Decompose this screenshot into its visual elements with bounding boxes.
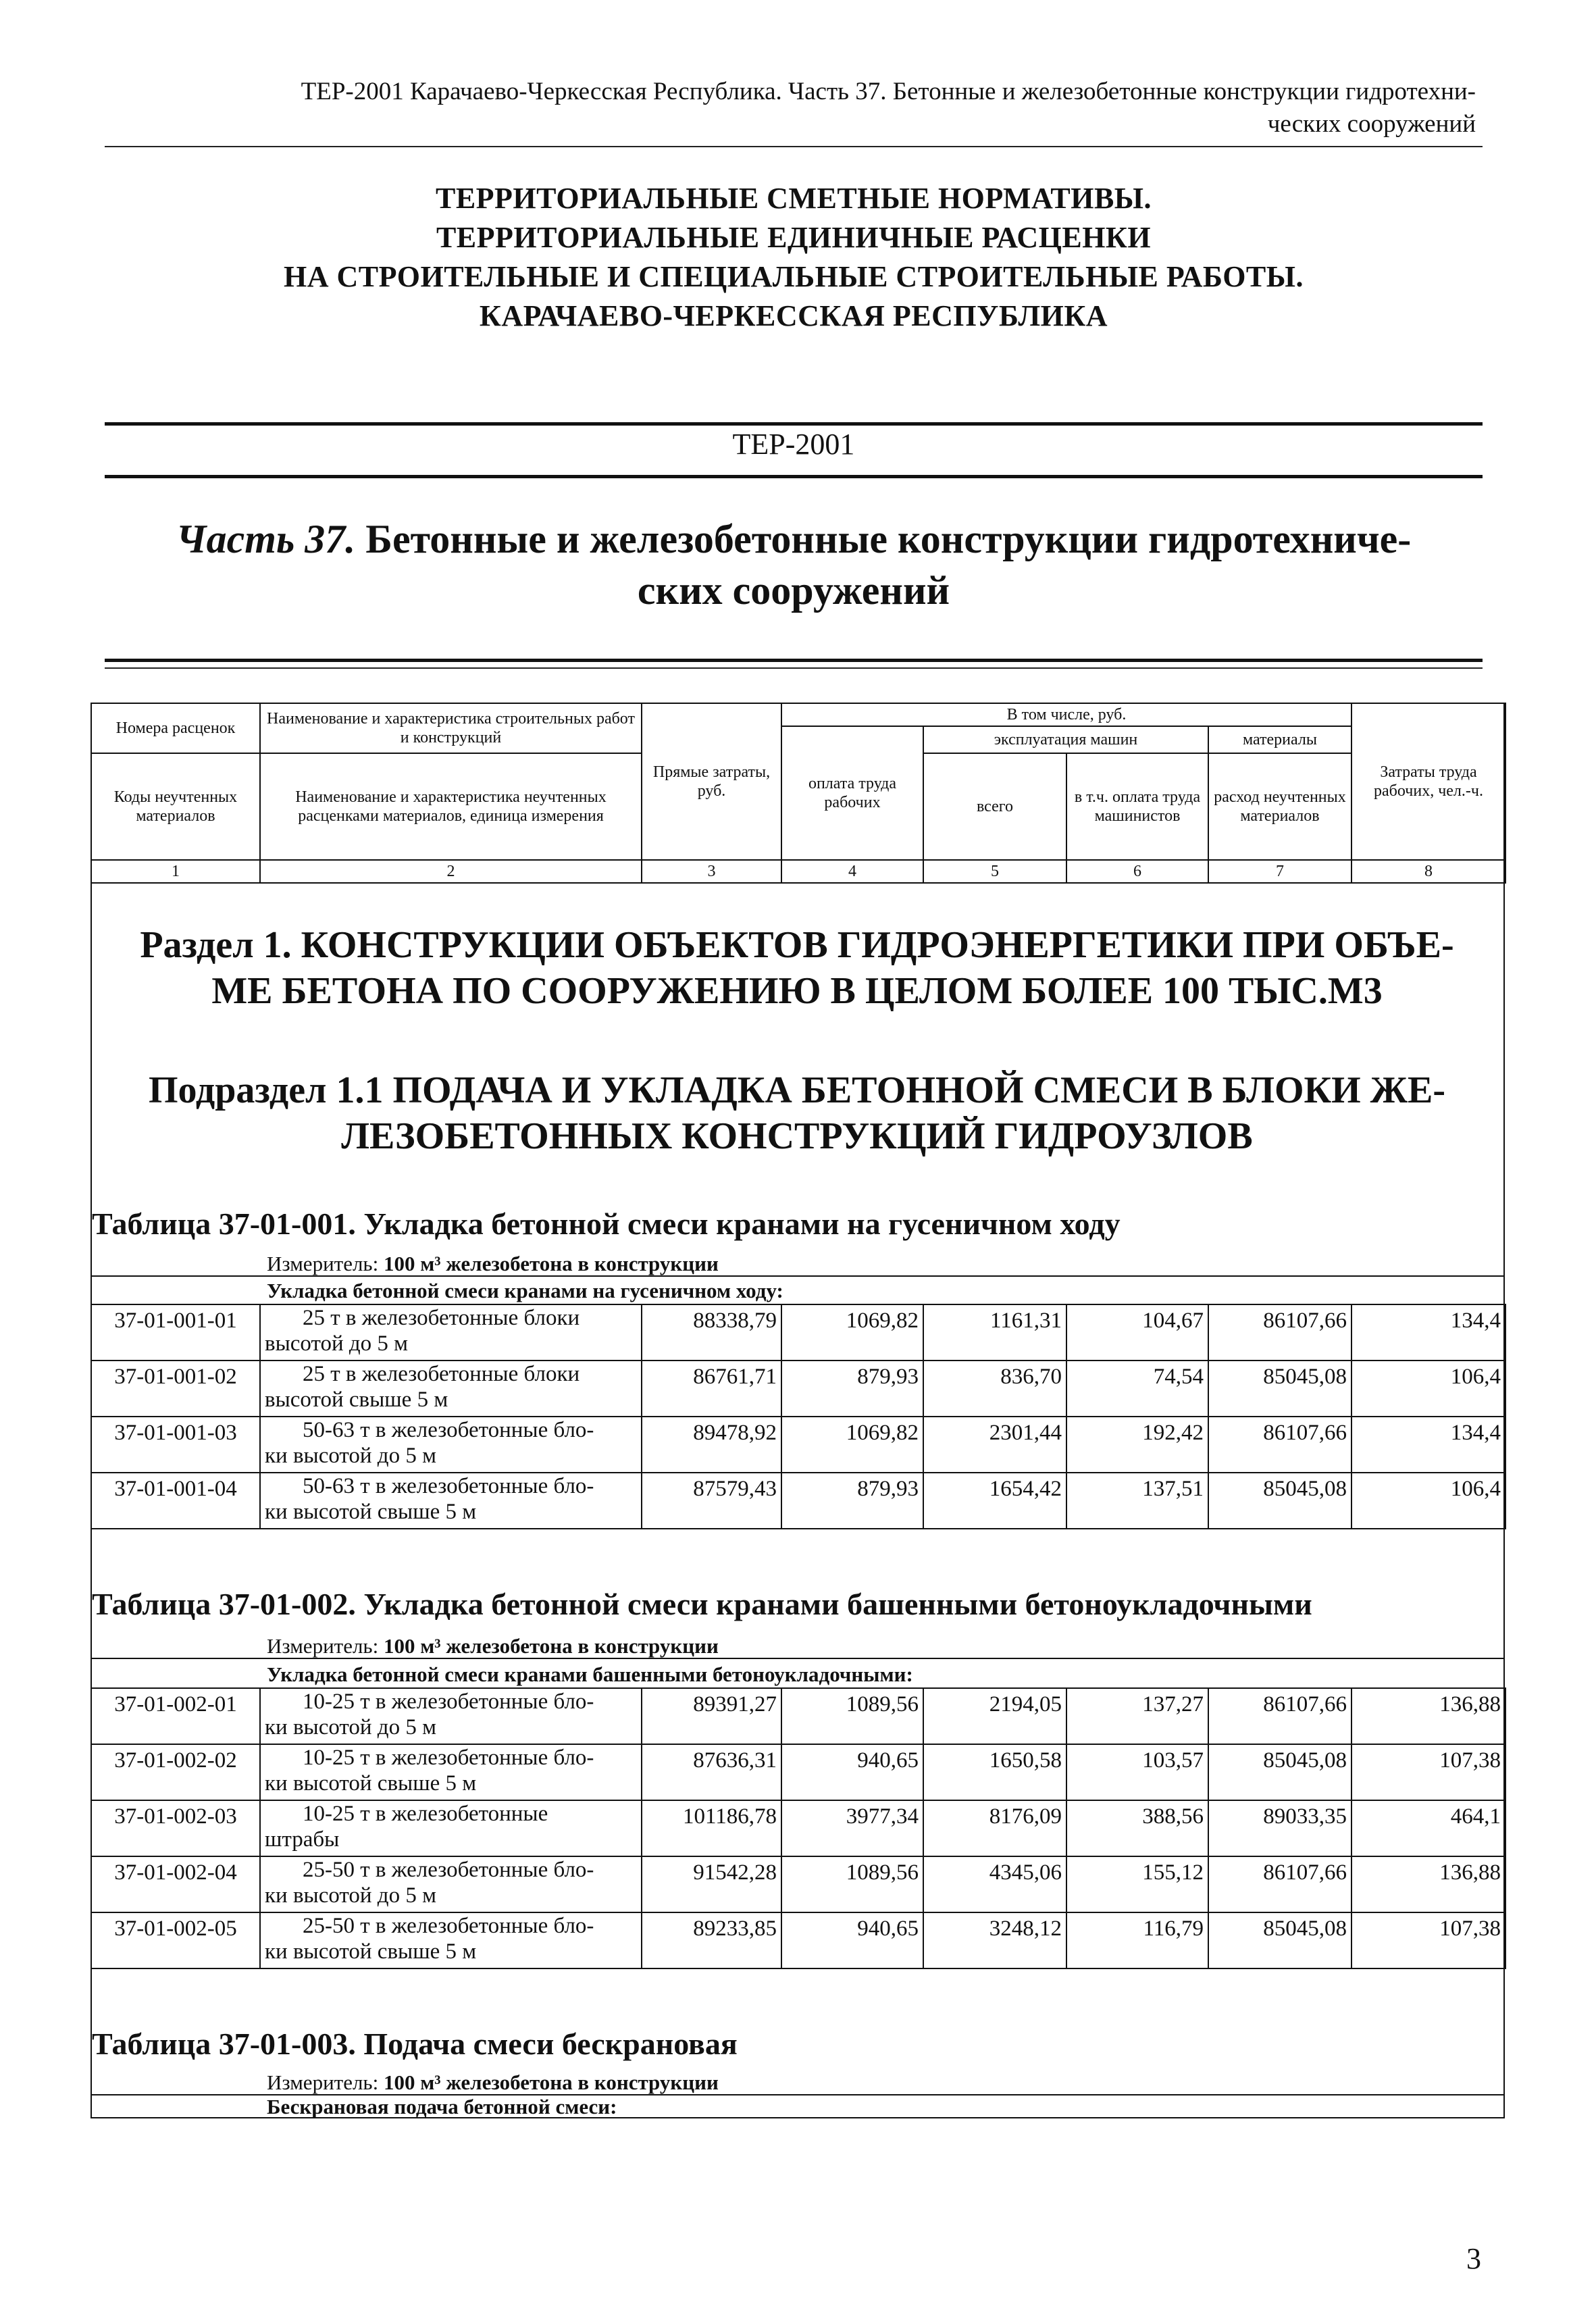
header-rule (105, 146, 1483, 147)
rate-description-line2: ки высотой свыше 5 м (265, 1939, 477, 1964)
table-title: Таблица 37-01-001. Укладка бетонной смеси кранами на гусеничном ходу (92, 1206, 1121, 1241)
rate-description (260, 1688, 642, 1744)
rate-description-line1: 25-50 т в железобетонные бло- (303, 1914, 594, 1938)
rate-code: 37-01-001-04 (91, 1473, 260, 1529)
rate-description (260, 1856, 642, 1912)
labor-hours-value: 107,38 (1352, 1912, 1505, 1968)
materials-value: 85045,08 (1208, 1361, 1352, 1417)
subsection-title-line1: Подраздел 1.1 ПОДАЧА И УКЛАДКА БЕТОННОЙ СМЕСИ В БЛОКИ ЖЕ- (148, 1069, 1446, 1111)
table-row (91, 1856, 1505, 1912)
group-label: Бескрановая подача бетонной смеси: (267, 2095, 617, 2118)
rate-description-line2: штрабы (265, 1827, 340, 1852)
machines-total-value: 1161,31 (923, 1304, 1066, 1361)
machinist-pay-value: 74,54 (1066, 1361, 1208, 1417)
main-title-line2: ТЕРРИТОРИАЛЬНЫЕ ЕДИНИЧНЫЕ РАСЦЕНКИ (436, 221, 1152, 254)
direct-costs-value: 89233,85 (642, 1912, 781, 1968)
code-rule-top (105, 422, 1483, 426)
header-labor-pay: оплата труда рабочих (781, 726, 923, 860)
rate-code: 37-01-002-03 (91, 1800, 260, 1856)
labor-hours-value: 107,38 (1352, 1744, 1505, 1800)
materials-value: 85045,08 (1208, 1912, 1352, 1968)
machinist-pay-value: 116,79 (1066, 1912, 1208, 1968)
rate-description-line2: ки высотой до 5 м (265, 1444, 436, 1468)
machines-total-value: 8176,09 (923, 1800, 1066, 1856)
machines-total-value: 3248,12 (923, 1912, 1066, 1968)
labor-pay-value: 1089,56 (781, 1856, 923, 1912)
rate-description-line1: 10-25 т в железобетонные бло- (303, 1746, 594, 1770)
main-title-line4: КАРАЧАЕВО-ЧЕРКЕССКАЯ РЕСПУБЛИКА (479, 299, 1108, 332)
machinist-pay-value: 137,51 (1066, 1473, 1208, 1529)
materials-value: 89033,35 (1208, 1800, 1352, 1856)
labor-hours-value: 136,88 (1352, 1688, 1505, 1744)
section-title-line1: Раздел 1. КОНСТРУКЦИИ ОБЪЕКТОВ ГИДРОЭНЕРГЕТИКИ ПРИ ОБЪЕ- (140, 924, 1454, 966)
rate-description-line1: 25 т в железобетонные блоки (303, 1306, 580, 1330)
table-row (91, 1304, 1505, 1361)
rates-table-37-01-002 (91, 1687, 1506, 1969)
rate-code: 37-01-001-02 (91, 1361, 260, 1417)
column-number: 1 (91, 860, 260, 883)
machines-total-value: 2194,05 (923, 1688, 1066, 1744)
rate-description-line2: ки высотой свыше 5 м (265, 1771, 477, 1796)
rate-description-line1: 50-63 т в железобетонные бло- (303, 1474, 594, 1498)
table-rule (91, 1658, 1505, 1659)
materials-value: 85045,08 (1208, 1744, 1352, 1800)
materials-value: 86107,66 (1208, 1856, 1352, 1912)
part-title (115, 513, 1472, 616)
part-title-line1: Бетонные и железобетонные конструкции гидротехниче- (365, 517, 1412, 561)
materials-value: 86107,66 (1208, 1304, 1352, 1361)
main-title-line1: ТЕРРИТОРИАЛЬНЫЕ СМЕТНЫЕ НОРМАТИВЫ. (435, 182, 1152, 215)
labor-hours-value: 134,4 (1352, 1304, 1505, 1361)
measure-line (267, 1251, 719, 1277)
column-number: 2 (260, 860, 642, 883)
rate-description-line1: 50-63 т в железобетонные бло- (303, 1418, 594, 1442)
direct-costs-value: 87636,31 (642, 1744, 781, 1800)
labor-hours-value: 464,1 (1352, 1800, 1505, 1856)
table-header (91, 703, 1506, 884)
labor-pay-value: 940,65 (781, 1744, 923, 1800)
group-label: Укладка бетонной смеси кранами на гусеничном ходу: (267, 1279, 783, 1302)
rate-description-line1: 10-25 т в железобетонные (303, 1802, 548, 1826)
rate-description (260, 1800, 642, 1856)
measure-line (267, 2070, 719, 2095)
rate-description-line2: ки высотой свыше 5 м (265, 1500, 477, 1524)
machinist-pay-value: 388,56 (1066, 1800, 1208, 1856)
table-row (91, 1361, 1505, 1417)
measure-value: 100 м³ железобетона в конструкции (383, 2070, 719, 2094)
machinist-pay-value: 192,42 (1066, 1417, 1208, 1473)
direct-costs-value: 91542,28 (642, 1856, 781, 1912)
column-number: 3 (642, 860, 781, 883)
labor-pay-value: 879,93 (781, 1361, 923, 1417)
labor-pay-value: 1089,56 (781, 1688, 923, 1744)
part-rule-1 (105, 659, 1483, 662)
labor-hours-value: 134,4 (1352, 1417, 1505, 1473)
rate-code: 37-01-002-01 (91, 1688, 260, 1744)
measure-line (267, 1633, 719, 1659)
running-header (132, 76, 1476, 141)
rate-description (260, 1361, 642, 1417)
rate-code: 37-01-002-05 (91, 1912, 260, 1968)
direct-costs-value: 87579,43 (642, 1473, 781, 1529)
machinist-pay-value: 103,57 (1066, 1744, 1208, 1800)
table-row (91, 1417, 1505, 1473)
header-materials: материалы (1208, 726, 1352, 753)
column-number: 7 (1208, 860, 1352, 883)
header-machines-incl: в т.ч. оплата труда машинистов (1066, 753, 1208, 860)
page-number: 3 (1466, 2242, 1481, 2275)
rate-description-line2: ки высотой до 5 м (265, 1883, 436, 1908)
measure-prefix: Измеритель: (267, 1634, 379, 1658)
table-rule (91, 1275, 1505, 1277)
column-numbers (91, 860, 1505, 883)
labor-pay-value: 879,93 (781, 1473, 923, 1529)
labor-pay-value: 940,65 (781, 1912, 923, 1968)
measure-value: 100 м³ железобетона в конструкции (383, 1252, 719, 1275)
machinist-pay-value: 137,27 (1066, 1688, 1208, 1744)
subsection-title (101, 1067, 1493, 1159)
column-number: 5 (923, 860, 1066, 883)
labor-hours-value: 136,88 (1352, 1856, 1505, 1912)
table-row (91, 1473, 1505, 1529)
rate-description-line1: 25-50 т в железобетонные бло- (303, 1858, 594, 1882)
rates-table-37-01-001 (91, 1304, 1506, 1529)
machinist-pay-value: 104,67 (1066, 1304, 1208, 1361)
rate-description-line2: ки высотой до 5 м (265, 1715, 436, 1739)
header-materials-sub: расход неучтенных материалов (1208, 753, 1352, 860)
direct-costs-value: 89391,27 (642, 1688, 781, 1744)
machinist-pay-value: 155,12 (1066, 1856, 1208, 1912)
header-col2-top: Наименование и характеристика строительных работ и конструкций (260, 703, 642, 753)
table-row (91, 1912, 1505, 1968)
main-title (105, 179, 1483, 336)
header-labor: Затраты труда рабочих, чел.-ч. (1352, 703, 1505, 860)
column-number: 4 (781, 860, 923, 883)
labor-hours-value: 106,4 (1352, 1473, 1505, 1529)
section-title-line2: МЕ БЕТОНА ПО СООРУЖЕНИЮ В ЦЕЛОМ БОЛЕЕ 100 ТЫС.М3 (211, 970, 1383, 1012)
materials-value: 86107,66 (1208, 1688, 1352, 1744)
direct-costs-value: 89478,92 (642, 1417, 781, 1473)
rate-description (260, 1304, 642, 1361)
rate-description-line1: 10-25 т в железобетонные бло- (303, 1689, 594, 1714)
header-col1-top: Номера расценок (91, 703, 260, 753)
rate-description-line2: высотой свыше 5 м (265, 1388, 448, 1412)
rate-description-line2: высотой до 5 м (265, 1331, 409, 1356)
measure-value: 100 м³ железобетона в конструкции (383, 1634, 719, 1658)
rate-code: 37-01-001-01 (91, 1304, 260, 1361)
measure-prefix: Измеритель: (267, 1252, 379, 1275)
running-header-line1: ТЕР-2001 Карачаево-Черкесская Республика. Часть 37. Бетонные и железобетонные конструкции гидротехни- (301, 78, 1476, 105)
rate-description (260, 1417, 642, 1473)
main-title-line3: НА СТРОИТЕЛЬНЫЕ И СПЕЦИАЛЬНЫЕ СТРОИТЕЛЬНЫЕ РАБОТЫ. (284, 260, 1304, 293)
part-label: Часть 37. (176, 517, 356, 561)
table-title: Таблица 37-01-002. Укладка бетонной смеси кранами башенными бетоноукладочными (92, 1587, 1312, 1621)
header-col1-bottom: Коды неучтенных материалов (91, 753, 260, 860)
rate-code: 37-01-002-02 (91, 1744, 260, 1800)
table-row (91, 1688, 1505, 1744)
subsection-title-line2: ЛЕЗОБЕТОННЫХ КОНСТРУКЦИЙ ГИДРОУЗЛОВ (341, 1115, 1253, 1157)
labor-pay-value: 3977,34 (781, 1800, 923, 1856)
direct-costs-value: 101186,78 (642, 1800, 781, 1856)
direct-costs-value: 86761,71 (642, 1361, 781, 1417)
machines-total-value: 836,70 (923, 1361, 1066, 1417)
group-label: Укладка бетонной смеси кранами башенными бетоноукладочными: (267, 1662, 913, 1686)
labor-hours-value: 106,4 (1352, 1361, 1505, 1417)
rate-description (260, 1744, 642, 1800)
rate-code: 37-01-002-04 (91, 1856, 260, 1912)
measure-prefix: Измеритель: (267, 2070, 379, 2094)
table-row (91, 1800, 1505, 1856)
labor-pay-value: 1069,82 (781, 1417, 923, 1473)
machines-total-value: 1654,42 (923, 1473, 1066, 1529)
header-including: В том числе, руб. (781, 703, 1352, 726)
ter-code: ТЕР-2001 (732, 428, 855, 461)
header-machines-total: всего (923, 753, 1066, 860)
machines-total-value: 4345,06 (923, 1856, 1066, 1912)
header-machines: эксплуатация машин (923, 726, 1208, 753)
direct-costs-value: 88338,79 (642, 1304, 781, 1361)
column-number: 8 (1352, 860, 1505, 883)
rate-description-line1: 25 т в железобетонные блоки (303, 1362, 580, 1386)
part-rule-2 (105, 667, 1483, 669)
materials-value: 85045,08 (1208, 1473, 1352, 1529)
column-number: 6 (1066, 860, 1208, 883)
code-rule-bottom (105, 475, 1483, 478)
rate-description (260, 1473, 642, 1529)
table-row (91, 1744, 1505, 1800)
header-col2-bottom: Наименование и характеристика неучтенных расценками материалов, единица измерения (260, 753, 642, 860)
machines-total-value: 2301,44 (923, 1417, 1066, 1473)
running-header-line2: ческих сооружений (1267, 110, 1476, 138)
rate-description (260, 1912, 642, 1968)
labor-pay-value: 1069,82 (781, 1304, 923, 1361)
part-title-line2: ских сооружений (637, 568, 950, 613)
materials-value: 86107,66 (1208, 1417, 1352, 1473)
table-title: Таблица 37-01-003. Подача смеси бескрановая (92, 2027, 738, 2061)
machines-total-value: 1650,58 (923, 1744, 1066, 1800)
header-direct-costs: Прямые затраты, руб. (642, 703, 781, 860)
section-title (101, 922, 1493, 1014)
rate-code: 37-01-001-03 (91, 1417, 260, 1473)
